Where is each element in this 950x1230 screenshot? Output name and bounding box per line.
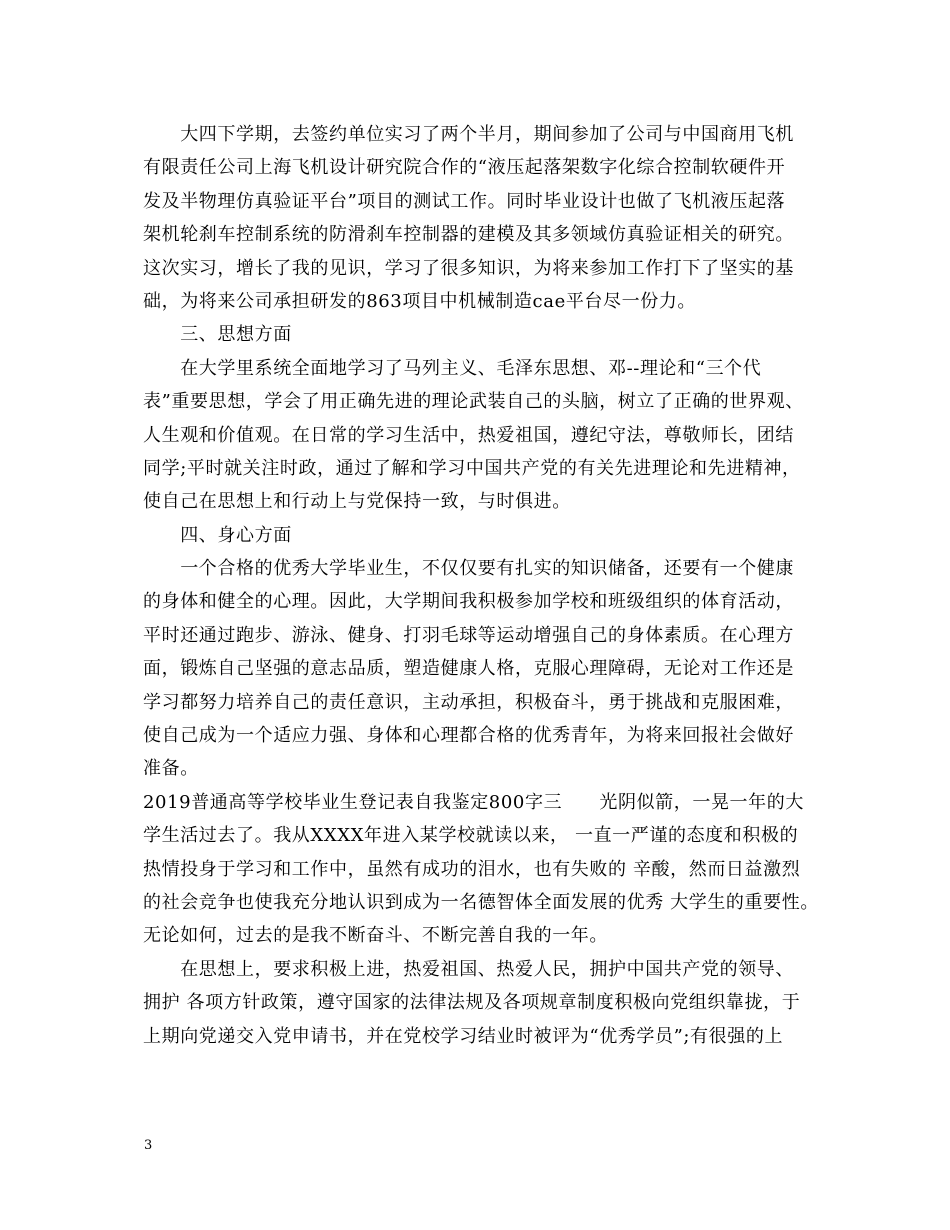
text-line: 人生观和价值观。在日常的学习生活中，热爱祖国，遵纪守法，尊敬师长，团结 <box>143 424 794 446</box>
section-heading: 四、身心方面 <box>143 524 292 546</box>
text-line: 这次实习，增长了我的见识，学习了很多知识，为将来参加工作打下了坚实的基 <box>143 257 794 279</box>
text-line: 同学;平时就关注时政，通过了解和学习中国共产党的有关先进理论和先进精神， <box>143 457 801 479</box>
text-line: 在思想上，要求积极上进，热爱祖国、热爱人民，拥护中国共产党的领导、 <box>143 958 794 980</box>
page-number: 3 <box>144 1138 153 1153</box>
text-line: 无论如何，过去的是我不断奋斗、不断完善自我的一年。 <box>143 925 608 947</box>
text-line: 架机轮刹车控制系统的防滑刹车控制器的建模及其多领域仿真验证相关的研究。 <box>143 224 794 246</box>
text-line: 准备。 <box>143 758 199 780</box>
text-line: 的社会竞争也使我充分地认识到成为一名德智体全面发展的优秀 大学生的重要性。 <box>143 891 819 913</box>
text-line: 使自己成为一个适应力强、身体和心理都合格的优秀青年，为将来回报社会做好 <box>143 725 794 747</box>
text-line: 在大学里系统全面地学习了马列主义、毛泽东思想、邓--理论和“三个代 <box>143 357 762 379</box>
text-line: 大四下学期，去签约单位实习了两个半月，期间参加了公司与中国商用飞机 <box>143 124 794 145</box>
text-line: 学生活过去了。我从XXXX年进入某学校就读以来， 一直一严谨的态度和积极的 <box>143 825 799 847</box>
text-line: 使自己在思想上和行动上与党保持一致，与时俱进。 <box>143 491 571 513</box>
text-line: 热情投身于学习和工作中，虽然有成功的泪水，也有失败的 辛酸，然而日益激烈 <box>143 858 801 880</box>
text-line: 上期向党递交入党申请书，并在党校学习结业时被评为“优秀学员”;有很强的上 <box>143 1025 784 1047</box>
text-line: 学习都努力培养自己的责任意识，主动承担，积极奋斗，勇于挑战和克服困难， <box>143 691 794 713</box>
document-body <box>143 118 819 1053</box>
text-line: 的身体和健全的心理。因此，大学期间我积极参加学校和班级组织的体育活动， <box>143 591 794 613</box>
text-line: 拥护 各项方针政策，遵守国家的法律法规及各项规章制度积极向党组织靠拢，于 <box>143 992 801 1014</box>
text-line: 有限责任公司上海飞机设计研究院合作的“液压起落架数字化综合控制软硬件开 <box>143 157 786 179</box>
text-line: 面，锻炼自己坚强的意志品质，塑造健康人格，克服心理障碍，无论对工作还是 <box>143 658 794 680</box>
text-line: 2019普通高等学校毕业生登记表自我鉴定800字三 光阴似箭，一晃一年的大 <box>143 791 804 813</box>
text-line: 一个合格的优秀大学毕业生，不仅仅要有扎实的知识储备，还要有一个健康 <box>143 558 794 580</box>
text-line: 础，为将来公司承担研发的863项目中机械制造cae平台尽一份力。 <box>143 290 697 312</box>
text-line: 表”重要思想，学会了用正确先进的理论武装自己的头脑，树立了正确的世界观、 <box>143 391 804 413</box>
text-line: 平时还通过跑步、游泳、健身、打羽毛球等运动增强自己的身体素质。在心理方 <box>143 624 794 646</box>
text-line: 发及半物理仿真验证平台”项目的测试工作。同时毕业设计也做了飞机液压起落 <box>143 190 786 212</box>
section-heading: 三、思想方面 <box>143 324 292 346</box>
